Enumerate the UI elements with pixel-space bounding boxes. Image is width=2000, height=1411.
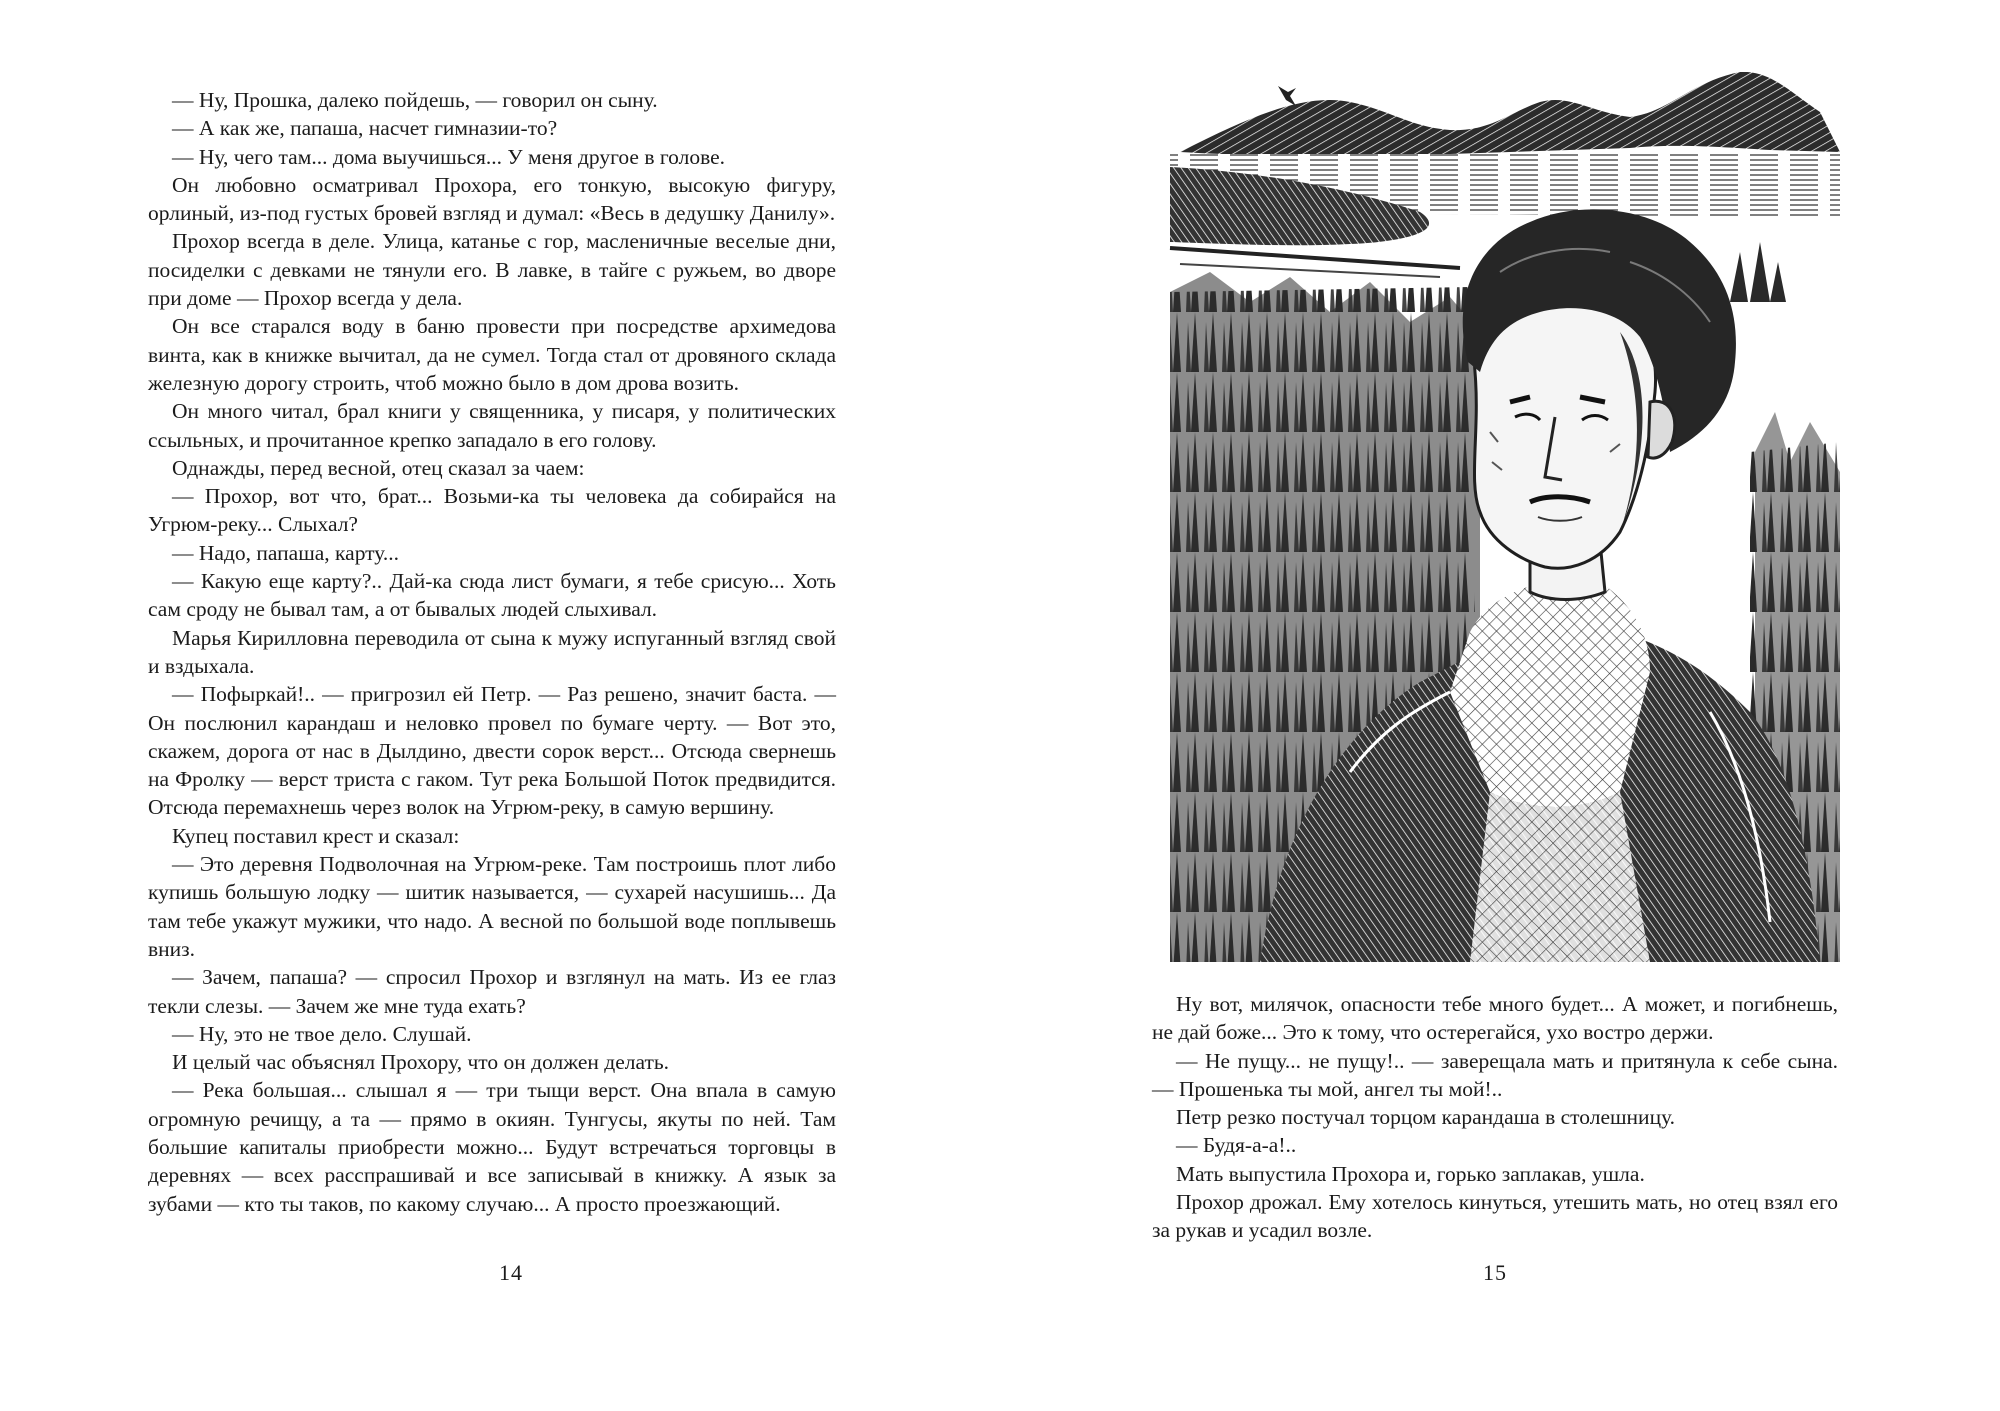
paragraph: Купец поставил крест и сказал: (172, 823, 460, 848)
paragraph: Мать выпустила Прохора и, горько заплакав, ушла. (1176, 1161, 1645, 1186)
paragraph: Он любовно осматривал Прохора, его тонкую, высокую фигуру, орлиный, из-под густых бровей взгляд и думал: «Весь в дедушку Данилу». (148, 172, 836, 226)
woodcut-portrait-image (1150, 72, 1845, 972)
paragraph: — Пофыркай!.. — пригрозил ей Петр. — Раз решено, значит баста. — Он послюнил карандаш и неловко провел по бумаге черту. — Вот это, скажем, дорога от нас в Дылдино, двести сорок верст... Отсюда свернешь на Фролку — верст триста с гаком. Тут река Большой Поток предвидится. Отсюда перемахнешь через волок на Угрюм-реку, в самую вершину. (148, 682, 836, 820)
paragraph: — А как же, папаша, насчет гимназии-то? (172, 116, 558, 141)
paragraph: Он все старался воду в баню провести при посредстве архимедова винта, как в книжке вычитал, да не сумел. Тогда стал от дровяного склада железную дорогу строить, чтоб можно было в дом дрова возить. (148, 314, 836, 395)
paragraph: Петр резко постучал торцом карандаша в столешницу. (1176, 1105, 1676, 1130)
paragraph: И целый час объяснял Прохору, что он должен делать. (172, 1050, 670, 1075)
paragraph: — Надо, папаша, карту... (172, 540, 400, 565)
left-page-text (148, 86, 836, 1218)
paragraph: Однажды, перед весной, отец сказал за чаем: (172, 455, 585, 480)
distant-trees (1730, 242, 1786, 302)
bird-icon (1278, 86, 1296, 106)
paragraph: — Ну, Прошка, далеко пойдешь, — говорил он сыну. (172, 88, 658, 112)
woodcut-illustration (1150, 72, 1845, 972)
mountain-range (1180, 72, 1840, 156)
paragraph: Прохор дрожал. Ему хотелось кинуться, утешить мать, но отец взял его за рукав и усадил возле. (1152, 1190, 1838, 1243)
paragraph: — Какую еще карту?.. Дай-ка сюда лист бумаги, я тебе срисую... Хоть сам сроду не бывал там, а от бывалых людей слыхивал. (148, 569, 836, 622)
paragraph: — Прохор, вот что, брат... Возьми-ка ты человека да собирайся на Угрюм-реку... Слыхал? (148, 484, 836, 537)
paragraph: — Это деревня Подволочная на Угрюм-реке. Там построишь плот либо купишь большую лодку — шитик называется, — сухарей насушишь... Да там тебе укажут мужики, что надо. А весной по большой воде поплывешь вниз. (148, 852, 836, 961)
page-number: 15 (1483, 1260, 1507, 1285)
shirt (1470, 792, 1650, 962)
paragraph: Прохор всегда в деле. Улица, катанье с гор, масленичные веселые дни, посиделки с девками не тянули его. В лавке, в тайге с ружьем, во дворе при доме — Прохор всегда у дела. (148, 229, 836, 311)
paragraph: — Ну, чего там... дома выучишься... У меня другое в голове. (172, 144, 726, 169)
paragraph: Марья Кирилловна переводила от сына к мужу испуганный взгляд свой и вздыхала. (148, 625, 836, 678)
paragraph: — Зачем, папаша? — спросил Прохор и взглянул на мать. Из ее глаз текли слезы. — Зачем же мне туда ехать? (148, 965, 836, 1018)
paragraph: — Ну, это не твое дело. Слушай. (172, 1021, 472, 1046)
paragraph: — Будя-а-а!.. (1176, 1133, 1297, 1158)
right-page-text (1152, 990, 1838, 1245)
paragraph: Он много читал, брал книги у священника, у писаря, у политических ссыльных, и прочитанное крепко западало в его голову. (148, 399, 836, 452)
paragraph: Ну вот, милячок, опасности тебе много будет... А может, и погибнешь, не дай боже... Это к тому, что остерегайся, ухо востро держи. (1152, 992, 1838, 1045)
paragraph: — Не пущу... не пущу!.. — заверещала мать и притянула к себе сына. — Прошенька ты мой, ангел ты мой!.. (1152, 1048, 1838, 1101)
paragraph: — Река большая... слышал я — три тыщи верст. Она впала в самую огромную речищу, а та — прямо в окиян. Тунгусы, якуты по ней. Там большие капиталы приобрести можно... Будут встречаться торговцы в деревнях — всех расспрашивай и все записывай в книжку. А язык за зубами — кто ты таков, по какому случаю... А просто проезжающий. (148, 1078, 836, 1216)
page-number: 14 (499, 1260, 523, 1285)
